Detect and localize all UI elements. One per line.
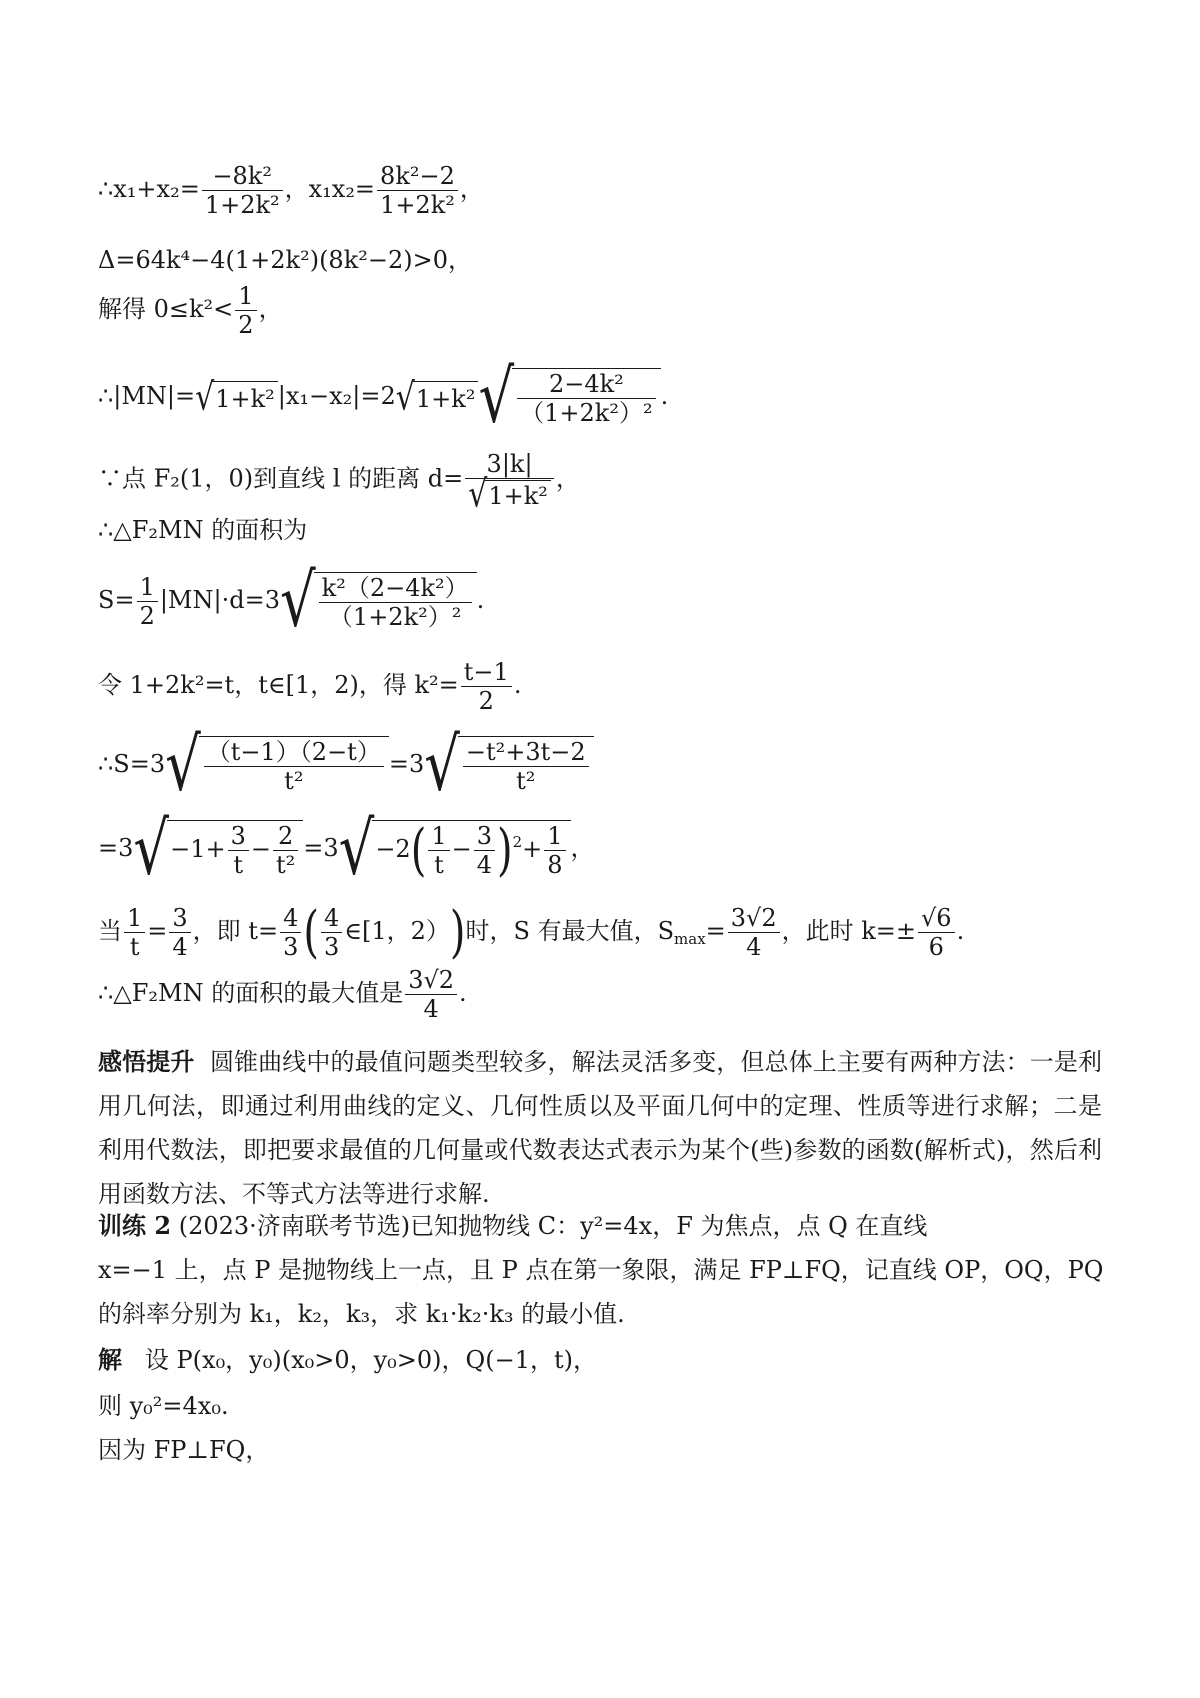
fraction: $\frac{\text{k²（2−4k²）}}{\text{（1+2k²）²}}$: [319, 574, 472, 631]
fraction: $\frac{4}{3}$: [280, 904, 301, 961]
eq-chord-length: ∴|MN|=√1+k² |x₁−x₂|=2√1+k²√ $\frac{\text{2−4k²}}{\text{（1+2k²）²}}$ .: [98, 354, 669, 440]
fraction: $\frac{√6}{6}$: [918, 904, 955, 961]
sqrt: √ $\frac{\text{−t²+3t−2}}{\text{t²}}$: [424, 736, 593, 795]
fraction: $\frac{1}{2}$: [235, 282, 256, 339]
insight-paragraph: [98, 1040, 1102, 1216]
eq-max-condition: 当 $\frac{1}{t}$ = $\frac{3}{4}$ ，即 t= $\frac{4}{3}$ ( $\frac{4}{3}$ ∈[1，2）)时，S 有最大值，$S_{max}=$ $\frac{3√2}{4}$ ，此时 k=± $\frac{√6}{6}$ .: [98, 900, 965, 965]
fraction: $\frac{(t-1)(2-t)}{\text{t²}}$: [204, 738, 384, 795]
fraction: $\frac{1}{2}$: [137, 573, 158, 630]
sqrt: √1+k²: [195, 380, 278, 415]
eq-area-quadratic: =3√−1+ $\frac{3}{t}$ − $\frac{2}{\text{t²}}$ =3√−2( $\frac{1}{t}$ − $\frac{3}{4}$ )$^2$+ $\frac{1}{8}$ ，: [98, 806, 595, 892]
sqrt: √1+k²: [396, 380, 479, 415]
sqrt: √−2( $\frac{1}{t}$ − $\frac{3}{4}$ )$^2$+ $\frac{1}{8}$: [339, 820, 571, 879]
fraction: $\frac{\text{2−4k²}}{\text{（1+2k²）²}}$: [517, 370, 655, 427]
fraction: $\frac{1}{t}$: [124, 904, 145, 961]
training-label: 训练 2: [98, 1211, 172, 1240]
sqrt: √ $\frac{\text{k²（2−4k²）}}{\text{（1+2k²）²}}$: [280, 572, 477, 631]
training-line-2: x=−1 上，点 P 是抛物线上一点，且 P 点在第一象限，满足 FP⊥FQ，记直线 OP，OQ，PQ: [98, 1256, 1104, 1284]
fraction: $\frac{2}{\text{t²}}$: [273, 822, 298, 879]
eq-area: S= $\frac{1}{2}$ |MN|·d=3√ $\frac{\text{k²（2−4k²）}}{\text{（1+2k²）²}}$ .: [98, 558, 485, 644]
fraction: $\frac{3√2}{4}$: [405, 966, 457, 1023]
eq-distance: ∵点 F₂(1，0)到直线 l 的距离 d= $\frac{3|k|}{\text{√1+k²}}$ ，: [98, 450, 580, 516]
sqrt: √−1+ $\frac{3}{t}$ − $\frac{2}{\text{t²}}$: [133, 820, 303, 879]
eq-area-intro: ∴△F₂MN 的面积为: [98, 516, 308, 544]
fraction: $\frac{3}{t}$: [228, 822, 249, 879]
insight-text: 圆锥曲线中的最值问题类型较多，解法灵活多变，但总体上主要有两种方法：一是利用几何法，即通过利用曲线的定义、几何性质以及平面几何中的定理、性质等进行求解；二是利用代数法，即把要求最值的几何量或代数表达式表示为某个(些)参数的函数(解析式)，然后利用函数方法、不等式方法等进行求解.: [98, 1048, 1102, 1208]
eq-discriminant: Δ=64k⁴−4(1+2k²)(8k²−2)>0，: [98, 246, 472, 274]
eq-sum-product: ∴x₁+x₂= $\frac{\text{−8k²}}{\text{1+2k²}}$ ，x₁x₂= $\frac{\text{8k²−2}}{\text{1+2k²}}$ ，: [98, 162, 484, 219]
fraction: $\frac{\text{−8k²}}{\text{1+2k²}}$: [202, 162, 283, 219]
training-line-3: 的斜率分别为 k₁，k₂，k₃，求 k₁·k₂·k₃ 的最小值.: [98, 1300, 625, 1328]
eq-k-range: 解得 0≤k²< $\frac{1}{2}$ ，: [98, 282, 283, 339]
fraction: $\frac{3|k|}{\text{√1+k²}}$: [465, 450, 554, 510]
fraction: $\frac{1}{t}$: [428, 822, 449, 879]
fraction: $\frac{t-1}{2}$: [461, 658, 512, 715]
sqrt: √ $\frac{\text{2−4k²}}{\text{（1+2k²）²}}$: [478, 368, 660, 427]
fraction: $\frac{3√2}{4}$: [728, 904, 780, 961]
eq-text: ∴x₁+x₂=: [98, 175, 200, 203]
fraction: $\frac{\text{−t²+3t−2}}{\text{t²}}$: [463, 738, 589, 795]
eq-area-t: ∴S=3√ $\frac{(t-1)(2-t)}{\text{t²}}$ =3√ $\frac{\text{−t²+3t−2}}{\text{t²}}$: [98, 736, 594, 795]
solution-label: 解: [98, 1345, 122, 1374]
fraction: $\frac{1}{8}$: [544, 822, 565, 879]
sqrt: √1+k²: [468, 479, 551, 510]
fraction: $\frac{4}{3}$: [321, 904, 342, 961]
solution-line-2: 则 y₀²=4x₀.: [98, 1392, 229, 1420]
eq-substitution: 令 1+2k²=t，t∈[1，2)，得 k²= $\frac{t-1}{2}$ .: [98, 658, 522, 715]
fraction: $\frac{\text{8k²−2}}{\text{1+2k²}}$: [377, 162, 458, 219]
fraction: $\frac{3}{4}$: [474, 822, 495, 879]
solution-line-3: 因为 FP⊥FQ，: [98, 1436, 270, 1464]
eq-text: ，x₁x₂=: [284, 175, 376, 203]
insight-label: 感悟提升: [98, 1047, 195, 1076]
sqrt: √ $\frac{(t-1)(2-t)}{\text{t²}}$: [165, 736, 389, 795]
training-line-1: 训练 2 (2023·济南联考节选)已知抛物线 C：y²=4x，F 为焦点，点 Q 在直线: [98, 1211, 928, 1240]
fraction: $\frac{3}{4}$: [169, 904, 190, 961]
eq-max-area: ∴△F₂MN 的面积的最大值是 $\frac{3√2}{4}$ .: [98, 966, 467, 1023]
solution-line-1: 解 设 P(x₀，y₀)(x₀>0，y₀>0)，Q(−1，t)，: [98, 1345, 597, 1374]
